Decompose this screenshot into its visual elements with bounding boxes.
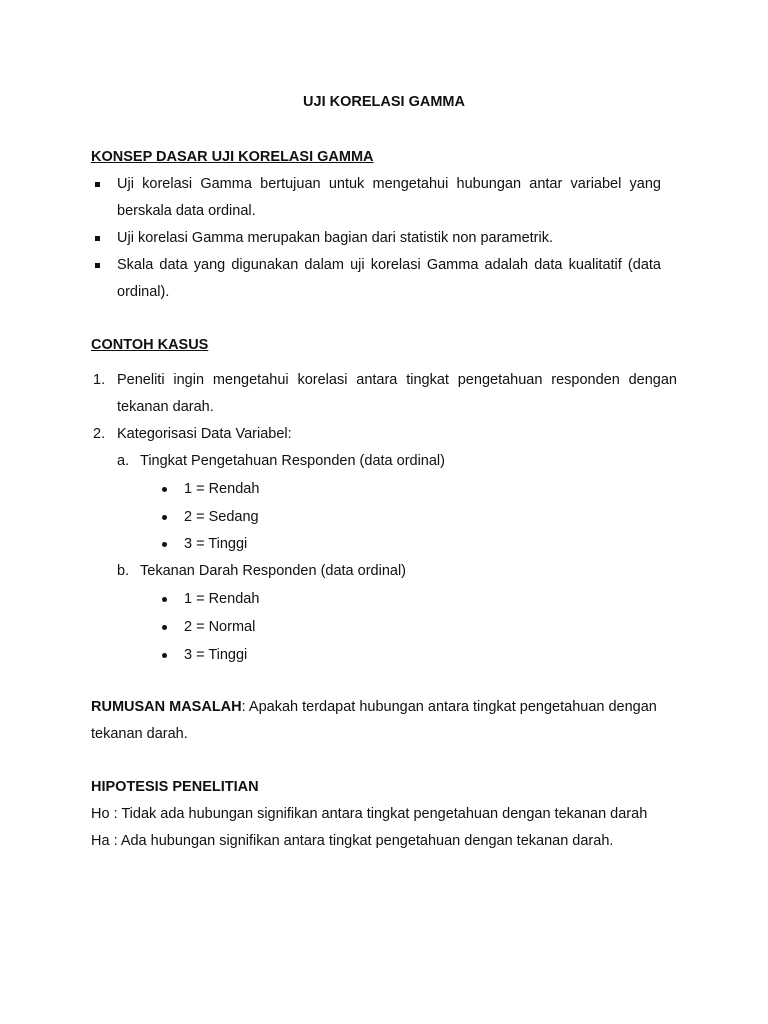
category-text: 2 = Normal (184, 619, 256, 635)
round-bullet-icon (162, 653, 167, 658)
numbered-item (91, 367, 677, 421)
sub-list-item (117, 448, 677, 475)
rumusan-masalah (91, 694, 678, 748)
round-bullet-icon (162, 625, 167, 630)
category-item (162, 642, 462, 669)
list-item (91, 225, 661, 252)
square-bullet-icon (95, 263, 100, 268)
category-text: 1 = Rendah (184, 591, 260, 607)
category-text: 3 = Tinggi (184, 647, 248, 663)
list-item (91, 252, 661, 306)
category-text: 1 = Rendah (184, 481, 260, 497)
category-item (162, 586, 462, 613)
category-item (162, 531, 462, 558)
rumusan-label: RUMUSAN MASALAH (91, 699, 242, 715)
list-number: 2. (93, 426, 106, 442)
round-bullet-icon (162, 487, 167, 492)
list-item (91, 171, 661, 225)
sub-list-item (117, 558, 677, 585)
rumusan-text: : Apakah terdapat hubungan antara tingkat pengetahuan dengan tekanan darah. (91, 699, 657, 742)
category-text: 2 = Sedang (184, 509, 259, 525)
list-letter: a. (117, 453, 130, 469)
section-heading-hipotesis: HIPOTESIS PENELITIAN (91, 779, 259, 795)
square-bullet-icon (95, 236, 100, 241)
list-item-text: Kategorisasi Data Variabel: (117, 426, 292, 442)
category-item (162, 614, 462, 641)
hypothesis-ho: Ho : Tidak ada hubungan signifikan antara tingkat pengetahuan dengan tekanan darah (91, 806, 648, 822)
list-letter: b. (117, 563, 130, 579)
list-number: 1. (93, 372, 106, 388)
category-item (162, 476, 462, 503)
section-heading-contoh: CONTOH KASUS (91, 337, 209, 353)
list-item-text: Peneliti ingin mengetahui korelasi antara tingkat pengetahuan responden dengan tekanan darah. (117, 372, 677, 415)
round-bullet-icon (162, 597, 167, 602)
numbered-item (91, 421, 677, 448)
document-title: UJI KORELASI GAMMA (303, 94, 465, 110)
list-item-text: Uji korelasi Gamma merupakan bagian dari statistik non parametrik. (117, 230, 553, 246)
list-item-text: Uji korelasi Gamma bertujuan untuk mengetahui hubungan antar variabel yang berskala data ordinal. (117, 176, 661, 219)
list-item-text: Skala data yang digunakan dalam uji korelasi Gamma adalah data kualitatif (data ordinal). (117, 257, 661, 300)
sub-list-item-text: Tingkat Pengetahuan Responden (data ordinal) (140, 453, 445, 469)
section-heading-konsep: KONSEP DASAR UJI KORELASI GAMMA (91, 149, 374, 165)
round-bullet-icon (162, 515, 167, 520)
hypothesis-ha: Ha : Ada hubungan signifikan antara tingkat pengetahuan dengan tekanan darah. (91, 833, 614, 849)
category-text: 3 = Tinggi (184, 536, 248, 552)
square-bullet-icon (95, 182, 100, 187)
round-bullet-icon (162, 542, 167, 547)
sub-list-item-text: Tekanan Darah Responden (data ordinal) (140, 563, 407, 579)
category-item (162, 504, 462, 531)
